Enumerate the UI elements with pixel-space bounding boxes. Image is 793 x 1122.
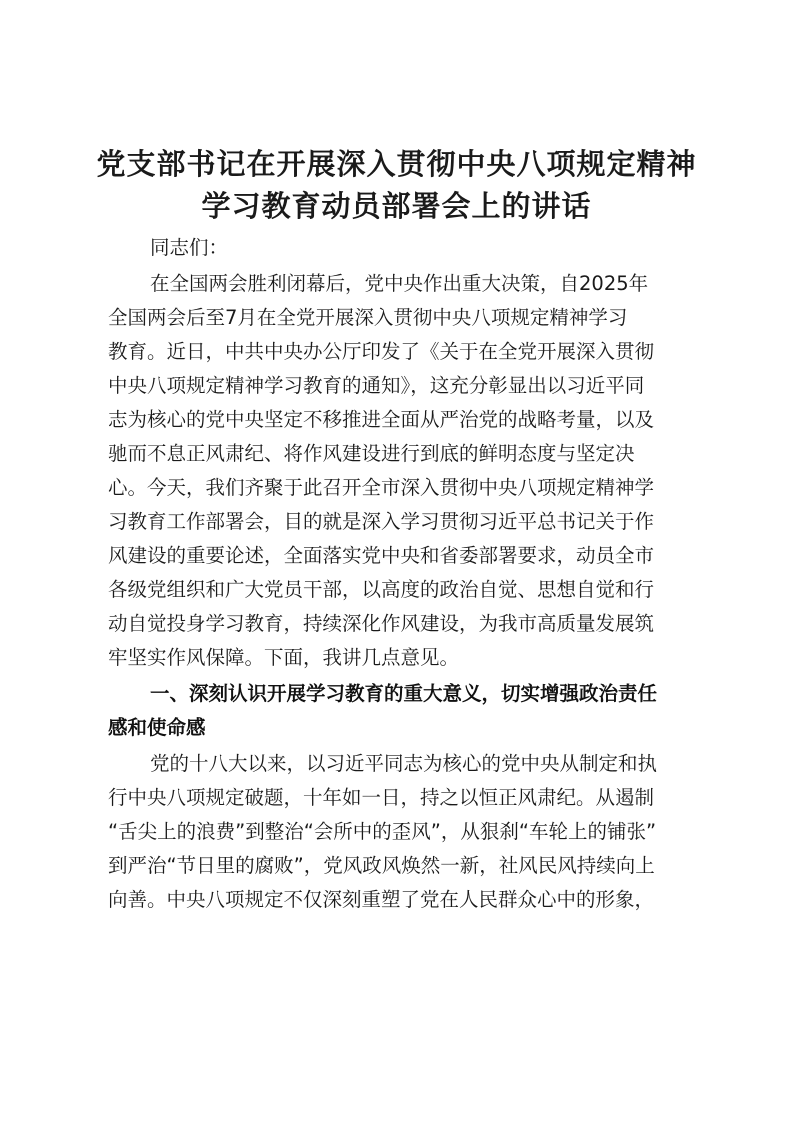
paragraph-1-line: 全国两会后至7月在全党开展深入贯彻中央八项规定精神学习 [108, 306, 628, 329]
paragraph-1-line: 驰而不息正风肃纪、将作风建设进行到底的鲜明态度与坚定决 [108, 442, 635, 465]
paragraph-1-line: 志为核心的党中央坚定不移推进全面从严治党的战略考量，以及 [108, 408, 655, 431]
paragraph-1-line: 中央八项规定精神学习教育的通知》，这充分彰显出以习近平同 [108, 374, 645, 397]
paragraph-2-line: 向善。中央八项规定不仅深刻重塑了党在人民群众心中的形象， [108, 888, 655, 911]
paragraph-2-line: “舌尖上的浪费”到整治“会所中的歪风”，从狠刹“车轮上的铺张” [108, 820, 657, 843]
paragraph-1-line: 牢坚实作风保障。下面，我讲几点意见。 [108, 646, 460, 669]
paragraph-1-line: 习教育工作部署会，目的就是深入学习贯彻习近平总书记关于作 [108, 510, 655, 533]
paragraph-2-line: 行中央八项规定破题，十年如一日，持之以恒正风肃纪。从遏制 [108, 786, 655, 809]
paragraph-2-line: 党的十八大以来，以习近平同志为核心的党中央从制定和执 [150, 752, 658, 775]
section-heading-1-line: 一、深刻认识开展学习教育的重大意义，切实增强政治责任 [150, 682, 658, 705]
paragraph-1-line: 各级党组织和广大党员干部，以高度的政治自觉、思想自觉和行 [108, 578, 655, 601]
document-title-line-1: 党支部书记在开展深入贯彻中央八项规定精神 [96, 147, 697, 181]
document-title-line-2: 学习教育动员部署会上的讲话 [201, 189, 592, 223]
paragraph-1-line: 心。今天，我们齐聚于此召开全市深入贯彻中央八项规定精神学 [108, 476, 655, 499]
paragraph-1-line: 教育。近日，中共中央办公厅印发了《关于在全党开展深入贯彻 [108, 340, 655, 363]
section-heading-1-line: 感和使命感 [108, 716, 206, 739]
paragraph-1-line: 动自觉投身学习教育，持续深化作风建设，为我市高质量发展筑 [108, 612, 655, 635]
paragraph-1-line: 风建设的重要论述，全面落实党中央和省委部署要求，动员全市 [108, 544, 655, 567]
paragraph-1-line: 在全国两会胜利闭幕后，党中央作出重大决策，自2025年 [150, 272, 649, 295]
paragraph-2-line: 到严治“节日里的腐败”，党风政风焕然一新，社风民风持续向上 [108, 854, 655, 877]
salutation: 同志们： [150, 236, 229, 259]
